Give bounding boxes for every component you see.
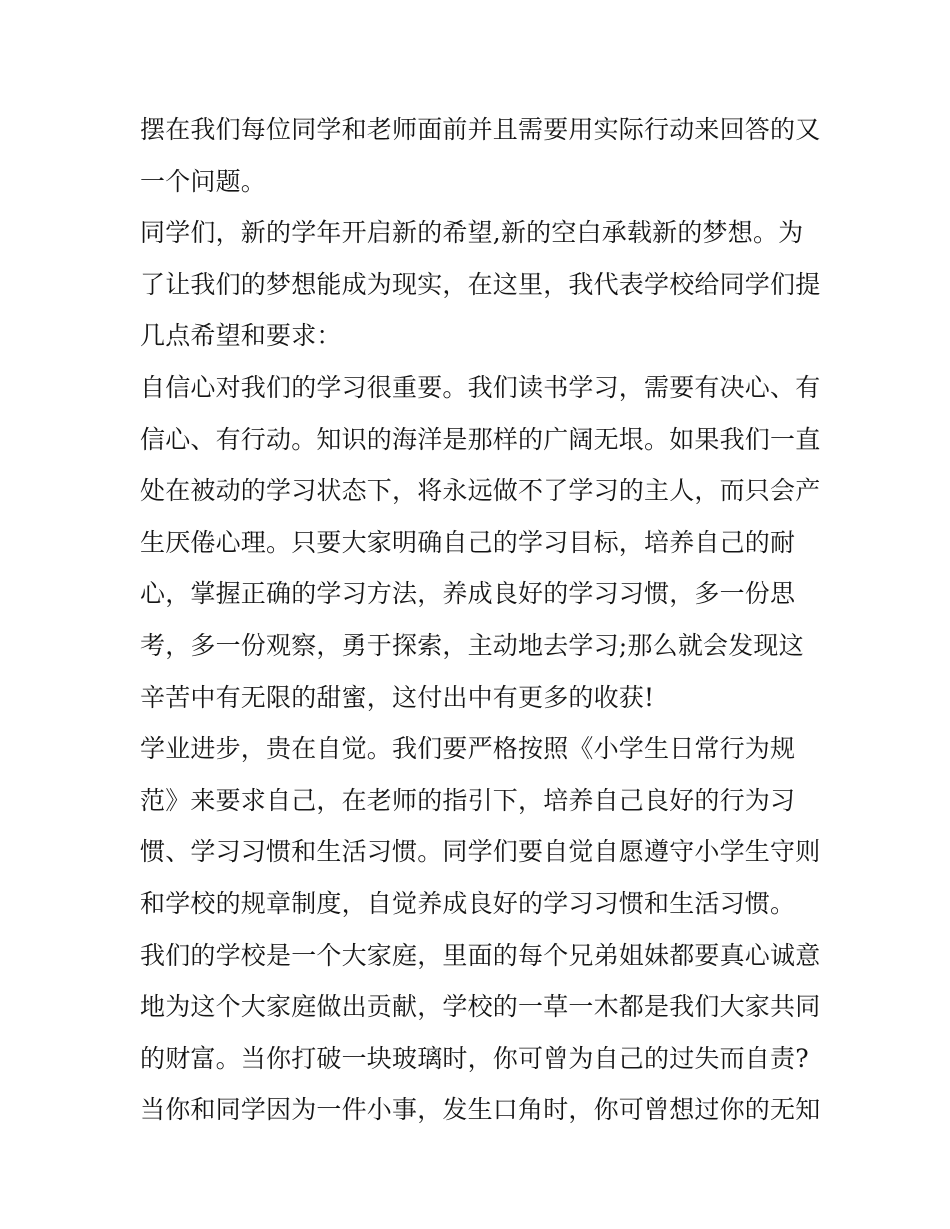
text-line: 当你和同学因为一件小事，发生口角时，你可曾想过你的无知 bbox=[140, 1095, 821, 1125]
document-body bbox=[140, 104, 820, 1136]
text-line: 辛苦中有无限的甜蜜，这付出中有更多的收获! bbox=[140, 682, 655, 712]
text-line: 了让我们的梦想能成为现实，在这里，我代表学校给同学们提 bbox=[140, 269, 821, 299]
text-line: 学业进步，贵在自觉。我们要严格按照《小学生日常行为规 bbox=[140, 734, 796, 764]
text-line: 的财富。当你打破一块玻璃时，你可曾为自己的过失而自责? bbox=[140, 1043, 809, 1073]
text-line: 几点希望和要求： bbox=[140, 321, 342, 351]
text-line: 考，多一份观察，勇于探索，主动地去学习;那么就会发现这 bbox=[140, 630, 804, 660]
text-line: 惯、学习习惯和生活习惯。同学们要自觉自愿遵守小学生守则 bbox=[140, 837, 821, 867]
text-line: 生厌倦心理。只要大家明确自己的学习目标，培养自己的耐 bbox=[140, 527, 796, 557]
text-line: 和学校的规章制度，自觉养成良好的学习习惯和生活习惯。 bbox=[140, 888, 796, 918]
text-line: 一个问题。 bbox=[140, 166, 267, 196]
text-line: 同学们，新的学年开启新的希望,新的空白承载新的梦想。为 bbox=[140, 218, 804, 248]
text-line: 处在被动的学习状态下，将永远做不了学习的主人，而只会产 bbox=[140, 476, 821, 506]
text-line: 心，掌握正确的学习方法，养成良好的学习习惯，多一份思 bbox=[140, 579, 796, 609]
text-line: 地为这个大家庭做出贡献，学校的一草一木都是我们大家共同 bbox=[140, 992, 821, 1022]
text-line: 信心、有行动。知识的海洋是那样的广阔无垠。如果我们一直 bbox=[140, 424, 821, 454]
text-line: 摆在我们每位同学和老师面前并且需要用实际行动来回答的又 bbox=[140, 115, 821, 144]
text-line: 范》来要求自己，在老师的指引下，培养自己良好的行为习 bbox=[140, 785, 796, 815]
text-line: 自信心对我们的学习很重要。我们读书学习，需要有决心、有 bbox=[140, 372, 821, 402]
text-line: 我们的学校是一个大家庭，里面的每个兄弟姐妹都要真心诚意 bbox=[140, 940, 821, 970]
